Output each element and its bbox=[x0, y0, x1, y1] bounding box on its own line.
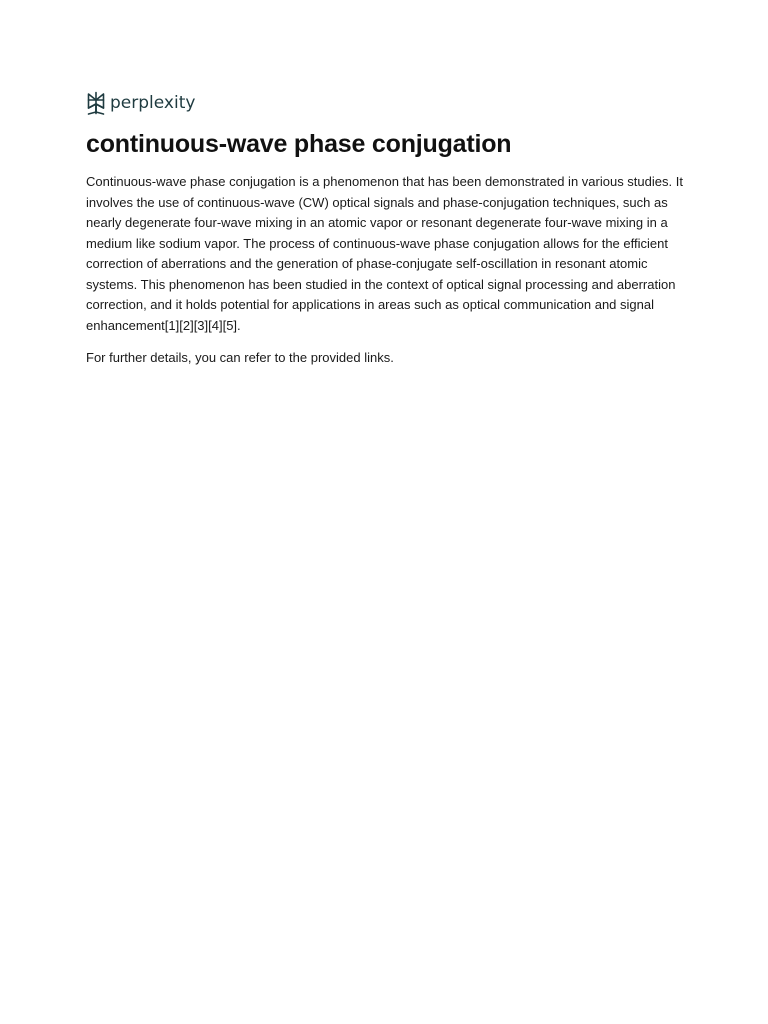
brand-header bbox=[86, 90, 686, 116]
document-page bbox=[86, 90, 686, 369]
perplexity-logo-icon bbox=[86, 91, 106, 115]
page-title: continuous-wave phase conjugation bbox=[86, 130, 512, 158]
body-paragraph: Continuous-wave phase conjugation is a phenomenon that has been demonstrated in various studies. It involves the use of continuous-wave (CW) optical signals and phase-conjugation techniques, such as nearly degenerate four-wave mixing in an atomic vapor or resonant degenerate four-wave mixing in a medium like sodium vapor. The process of continuous-wave phase conjugation allows for the efficient correction of aberrations and the generation of phase-conjugate self-oscillation in resonant atomic systems. This phenomenon has been studied in the context of optical signal processing and aberration correction, and it holds potential for applications in areas such as optical communication and signal enhancement[1][2][3][4][5]. bbox=[86, 174, 683, 333]
body-paragraph: For further details, you can refer to the provided links. bbox=[86, 350, 394, 365]
brand-name: perplexity bbox=[110, 93, 196, 113]
